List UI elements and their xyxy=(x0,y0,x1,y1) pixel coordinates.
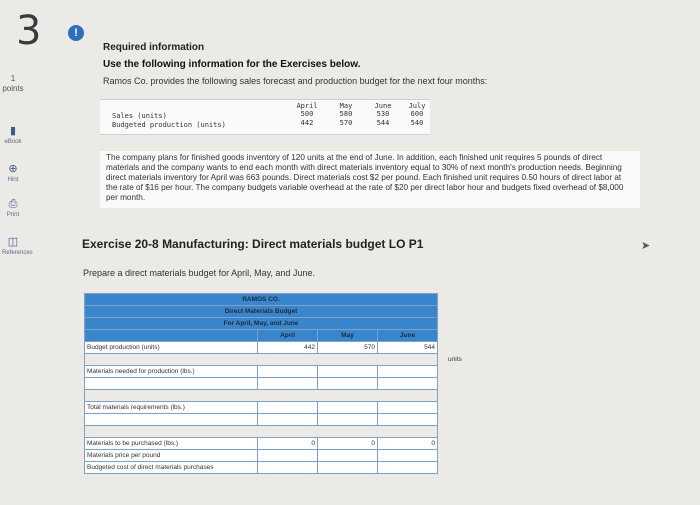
cell-value: 600 xyxy=(410,110,424,118)
input-cell[interactable] xyxy=(318,450,378,462)
row-label: Total materials requirements (lbs.) xyxy=(85,402,258,414)
month-header: June xyxy=(374,102,392,110)
units-label: units xyxy=(448,356,462,363)
sidebar-label: Print xyxy=(6,212,20,218)
table-row xyxy=(85,462,438,474)
month-header: May xyxy=(339,102,353,110)
input-cell[interactable] xyxy=(258,450,318,462)
table-row xyxy=(85,378,438,390)
row-label: Materials price per pound xyxy=(85,450,258,462)
points-value: 1 xyxy=(10,74,16,83)
sales-forecast-table xyxy=(100,99,430,135)
table-row xyxy=(85,342,438,354)
intro-text: Ramos Co. provides the following sales forecast and production budget for the next four months: xyxy=(103,76,488,86)
sidebar-item-ebook[interactable] xyxy=(2,125,24,145)
globe-icon: ⊕ xyxy=(8,163,18,175)
table-row xyxy=(85,366,438,378)
cell-value: 540 xyxy=(410,119,424,127)
row-label: Materials to be purchased (lbs.) xyxy=(85,438,258,450)
sidebar-label: Hint xyxy=(7,177,19,183)
sidebar-label: References xyxy=(2,250,33,256)
input-cell[interactable] xyxy=(318,462,378,474)
month-header: June xyxy=(378,330,438,342)
exercise-title: Exercise 20-8 Manufacturing: Direct materials budget LO P1 xyxy=(82,237,424,251)
table-row xyxy=(85,450,438,462)
points-label: points xyxy=(2,84,24,93)
company-name: RAMOS CO. xyxy=(85,294,438,306)
cell-value[interactable]: 442 xyxy=(258,342,318,354)
print-icon: ⎙ xyxy=(8,198,18,210)
question-number: 3 xyxy=(16,8,42,54)
input-cell[interactable] xyxy=(258,462,318,474)
row-label: Budgeted production (units) xyxy=(112,121,226,129)
table-row xyxy=(85,438,438,450)
input-cell[interactable] xyxy=(258,402,318,414)
input-cell[interactable] xyxy=(378,414,438,426)
input-cell[interactable] xyxy=(378,450,438,462)
row-label: Budget production (units) xyxy=(85,342,258,354)
company-info-paragraph: The company plans for finished goods inventory of 120 units at the end of June. In addition, each finished unit requires 5 pounds of direct materials and the company wants to end each month with direct materials inventory equal to 30% of next month's production needs. Beginning direct materials inventory for April was 663 pounds. Direct materials cost $2 per pound. Each finished unit requires 0.50 hours of direct labor at the rate of $16 per hour. The company budgets variable overhead at the rate of $20 per direct labor hour and budgets fixed overhead of $8,000 per month. xyxy=(100,151,640,208)
cell-value: 570 xyxy=(339,119,353,127)
table-row xyxy=(85,402,438,414)
input-cell[interactable] xyxy=(258,414,318,426)
cell-value[interactable]: 0 xyxy=(258,438,318,450)
input-cell[interactable] xyxy=(318,366,378,378)
input-cell[interactable] xyxy=(85,378,258,390)
cell-value: 530 xyxy=(376,110,390,118)
required-info-heading: Required information xyxy=(103,42,205,53)
cell-value[interactable]: 570 xyxy=(318,342,378,354)
input-cell[interactable] xyxy=(258,378,318,390)
row-label: Materials needed for production (lbs.) xyxy=(85,366,258,378)
direct-materials-budget-table xyxy=(84,293,438,474)
cell-value: 544 xyxy=(376,119,390,127)
sidebar-label: eBook xyxy=(4,139,22,145)
input-cell[interactable] xyxy=(378,402,438,414)
cursor-icon: ➤ xyxy=(641,240,651,252)
cell-value: 500 xyxy=(300,110,314,118)
instructions-heading: Use the following information for the Exercises below. xyxy=(103,59,361,70)
sidebar-item-hint[interactable] xyxy=(2,163,24,183)
input-cell[interactable] xyxy=(318,402,378,414)
cell-value[interactable]: 544 xyxy=(378,342,438,354)
input-cell[interactable] xyxy=(318,378,378,390)
input-cell[interactable] xyxy=(378,366,438,378)
cell-value[interactable]: 0 xyxy=(378,438,438,450)
cell-value[interactable]: 0 xyxy=(318,438,378,450)
references-icon: ◫ xyxy=(7,236,19,248)
sidebar-item-references[interactable] xyxy=(2,236,33,256)
input-cell[interactable] xyxy=(378,378,438,390)
input-cell[interactable] xyxy=(378,462,438,474)
cell-value: 580 xyxy=(339,110,353,118)
alert-badge: ! xyxy=(68,25,84,41)
input-cell[interactable] xyxy=(258,366,318,378)
month-header: April xyxy=(258,330,318,342)
month-header: July xyxy=(408,102,426,110)
input-cell[interactable] xyxy=(85,414,258,426)
month-header: May xyxy=(318,330,378,342)
sidebar-item-print[interactable] xyxy=(2,198,24,218)
input-cell[interactable] xyxy=(318,414,378,426)
exercise-prompt: Prepare a direct materials budget for April, May, and June. xyxy=(83,268,315,278)
points-indicator xyxy=(2,74,24,94)
month-header: April xyxy=(296,102,318,110)
cell-value: 442 xyxy=(300,119,314,127)
budget-title: Direct Materials Budget xyxy=(85,306,438,318)
table-row xyxy=(85,414,438,426)
budget-period: For April, May, and June xyxy=(85,318,438,330)
row-label: Sales (units) xyxy=(112,112,167,120)
book-icon: ▮ xyxy=(9,125,17,137)
row-label: Budgeted cost of direct materials purchases xyxy=(85,462,258,474)
